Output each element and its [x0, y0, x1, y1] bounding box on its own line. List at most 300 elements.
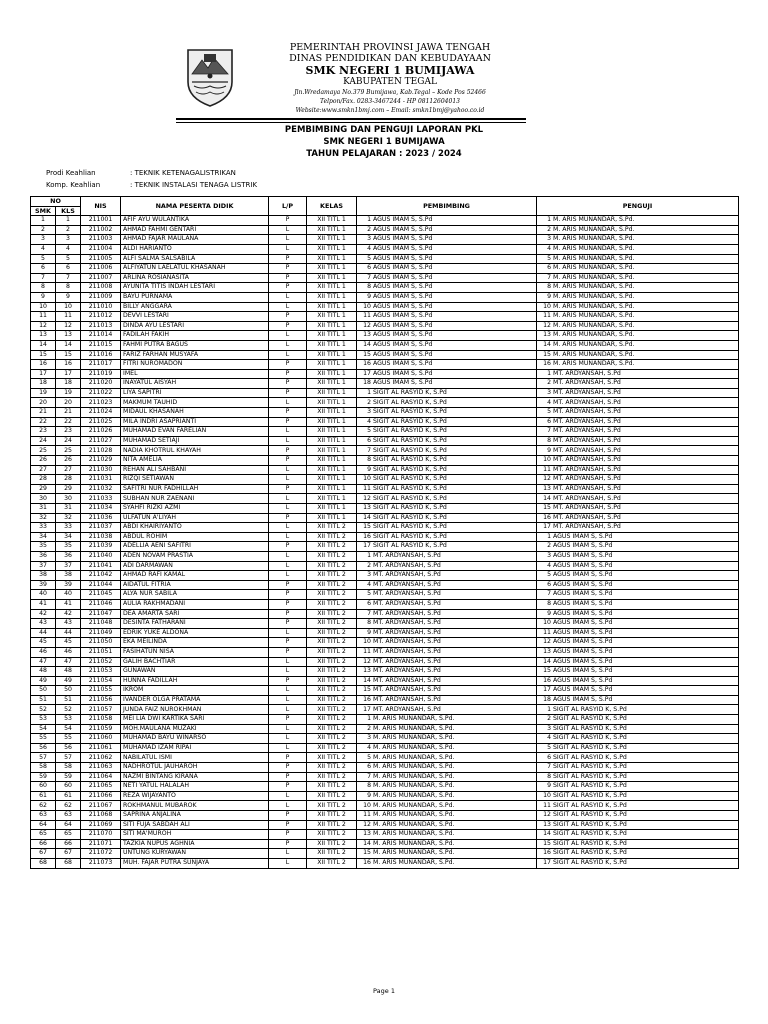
cell-smk-no: 55 [31, 734, 56, 744]
penguji-number: 4 [547, 398, 551, 406]
cell-nis: 211045 [81, 590, 121, 600]
cell-gender: P [269, 408, 307, 418]
penguji-number: 12 [543, 321, 551, 329]
penguji-teacher: SIGIT AL RASYID K, S.Pd [553, 705, 627, 713]
cell-gender: L [269, 523, 307, 533]
table-row [31, 532, 739, 542]
cell-nis: 211026 [81, 427, 121, 437]
cell-smk-no: 62 [31, 801, 56, 811]
cell-student-name: ALYA NUR SABILA [121, 590, 269, 600]
cell-penguji [537, 504, 739, 514]
pembimbing-number: 13 [363, 331, 371, 339]
pembimbing-number: 4 [367, 417, 371, 425]
pembimbing-teacher: M. ARIS MUNANDAR, S.Pd. [373, 791, 455, 799]
penguji-teacher: MT. ARDYANSAH, S.Pd [553, 484, 621, 492]
cell-kls-no: 50 [56, 686, 81, 696]
cell-kls-no: 49 [56, 676, 81, 686]
cell-gender: P [269, 647, 307, 657]
penguji-teacher: SIGIT AL RASYID K, S.Pd [553, 734, 627, 742]
cell-smk-no: 19 [31, 388, 56, 398]
cell-gender: P [269, 456, 307, 466]
cell-gender: L [269, 532, 307, 542]
pembimbing-teacher: M. ARIS MUNANDAR, S.Pd. [373, 830, 455, 838]
pembimbing-number: 12 [363, 657, 371, 665]
cell-pembimbing [357, 628, 537, 638]
cell-pembimbing [357, 216, 537, 226]
penguji-number: 5 [547, 571, 551, 579]
cell-class: XII TITL 2 [307, 532, 357, 542]
header-no: NO [31, 197, 81, 207]
penguji-teacher: AGUS IMAM S, S.Pd [553, 667, 613, 675]
cell-class: XII TITL 2 [307, 599, 357, 609]
cell-gender: L [269, 465, 307, 475]
cell-gender: P [269, 782, 307, 792]
cell-smk-no: 33 [31, 523, 56, 533]
penguji-number: 10 [543, 302, 551, 310]
table-row [31, 753, 739, 763]
cell-penguji [537, 619, 739, 629]
pembimbing-number: 9 [367, 791, 371, 799]
cell-kls-no: 34 [56, 532, 81, 542]
table-row [31, 504, 739, 514]
cell-pembimbing [357, 839, 537, 849]
cell-penguji [537, 551, 739, 561]
penguji-teacher: SIGIT AL RASYID K, S.Pd [553, 849, 627, 857]
penguji-teacher: AGUS IMAM S, S.Pd [553, 542, 613, 550]
penguji-number: 8 [547, 283, 551, 291]
cell-nis: 211004 [81, 244, 121, 254]
table-row [31, 763, 739, 773]
cell-penguji [537, 417, 739, 427]
pembimbing-teacher: SIGIT AL RASYID K, S.Pd [373, 532, 447, 540]
penguji-number: 7 [547, 590, 551, 598]
pembimbing-teacher: MT. ARDYANSAH, S.Pd [373, 552, 441, 560]
cell-pembimbing [357, 398, 537, 408]
table-row [31, 657, 739, 667]
cell-smk-no: 28 [31, 475, 56, 485]
cell-nis: 211037 [81, 523, 121, 533]
table-row [31, 638, 739, 648]
penguji-number: 3 [547, 388, 551, 396]
cell-gender: L [269, 561, 307, 571]
penguji-number: 5 [547, 254, 551, 262]
table-row [31, 811, 739, 821]
pembimbing-number: 6 [367, 264, 371, 272]
cell-nis: 211034 [81, 504, 121, 514]
cell-gender: L [269, 225, 307, 235]
cell-pembimbing [357, 408, 537, 418]
cell-student-name: ABDUL ROHIM [121, 532, 269, 542]
cell-kls-no: 30 [56, 494, 81, 504]
cell-gender: L [269, 705, 307, 715]
penguji-number: 9 [547, 446, 551, 454]
cell-class: XII TITL 2 [307, 609, 357, 619]
pembimbing-number: 13 [363, 504, 371, 512]
cell-student-name: MUHAMAD SETIAJI [121, 436, 269, 446]
cell-pembimbing [357, 676, 537, 686]
pembimbing-number: 14 [363, 341, 371, 348]
cell-student-name: AYUNITA TITIS INDAH LESTARI [121, 283, 269, 293]
cell-gender: P [269, 283, 307, 293]
cell-kls-no: 55 [56, 734, 81, 744]
cell-class: XII TITL 2 [307, 523, 357, 533]
cell-penguji [537, 599, 739, 609]
penguji-number: 14 [543, 657, 551, 665]
cell-student-name: MAKMUM TAUHID [121, 398, 269, 408]
cell-nis: 211042 [81, 571, 121, 581]
pembimbing-teacher: SIGIT AL RASYID K, S.Pd [373, 408, 447, 416]
cell-student-name: MOH.MAULANA MUZAKI [121, 724, 269, 734]
cell-smk-no: 64 [31, 820, 56, 830]
pembimbing-teacher: SIGIT AL RASYID K, S.Pd [373, 465, 447, 473]
cell-gender: L [269, 235, 307, 245]
title-line3: TAHUN PELAJARAN : 2023 / 2024 [306, 149, 462, 159]
penguji-teacher: MT. ARDYANSAH, S.Pd [553, 427, 621, 435]
penguji-number: 6 [547, 753, 551, 761]
cell-nis: 211072 [81, 849, 121, 859]
cell-kls-no: 28 [56, 475, 81, 485]
cell-kls-no: 27 [56, 465, 81, 475]
pembimbing-number: 3 [367, 571, 371, 579]
table-row [31, 571, 739, 581]
cell-nis: 211017 [81, 360, 121, 370]
penguji-number: 17 [543, 523, 551, 531]
cell-smk-no: 24 [31, 436, 56, 446]
cell-student-name: SITI FUJA SABDAH ALI [121, 820, 269, 830]
cell-kls-no: 43 [56, 619, 81, 629]
cell-penguji [537, 254, 739, 264]
cell-class: XII TITL 2 [307, 686, 357, 696]
cell-penguji [537, 340, 739, 350]
pembimbing-teacher: AGUS IMAM S, S.Pd [373, 273, 433, 281]
cell-penguji [537, 849, 739, 859]
cell-penguji [537, 465, 739, 475]
cell-nis: 211056 [81, 695, 121, 705]
table-row [31, 676, 739, 686]
cell-kls-no: 33 [56, 523, 81, 533]
cell-pembimbing [357, 724, 537, 734]
cell-pembimbing [357, 494, 537, 504]
cell-smk-no: 40 [31, 590, 56, 600]
pembimbing-teacher: AGUS IMAM S, S.Pd [373, 235, 433, 243]
pembimbing-number: 10 [363, 475, 371, 483]
cell-pembimbing [357, 225, 537, 235]
cell-kls-no: 2 [56, 225, 81, 235]
table-row [31, 801, 739, 811]
penguji-number: 16 [543, 849, 551, 857]
penguji-teacher: M. ARIS MUNANDAR, S.Pd. [553, 216, 635, 224]
pembimbing-number: 6 [367, 436, 371, 444]
cell-class: XII TITL 2 [307, 753, 357, 763]
cell-nis: 211036 [81, 513, 121, 523]
table-row [31, 599, 739, 609]
table-row [31, 292, 739, 302]
program-info [46, 167, 257, 191]
cell-student-name: DINDA AYU LESTARI [121, 321, 269, 331]
pembimbing-teacher: AGUS IMAM S, S.Pd [373, 379, 433, 387]
cell-gender: L [269, 686, 307, 696]
cell-class: XII TITL 1 [307, 292, 357, 302]
penguji-teacher: MT. ARDYANSAH, S.Pd [553, 475, 621, 483]
cell-nis: 211015 [81, 340, 121, 350]
pembimbing-teacher: MT. ARDYANSAH, S.Pd [373, 580, 441, 588]
penguji-teacher: AGUS IMAM S, S.Pd [553, 695, 613, 703]
pembimbing-number: 10 [363, 801, 371, 809]
cell-class: XII TITL 1 [307, 436, 357, 446]
table-row [31, 235, 739, 245]
pembimbing-number: 11 [363, 648, 371, 655]
cell-kls-no: 9 [56, 292, 81, 302]
cell-pembimbing [357, 811, 537, 821]
cell-class: XII TITL 2 [307, 571, 357, 581]
pembimbing-teacher: M. ARIS MUNANDAR, S.Pd. [373, 743, 455, 751]
pembimbing-teacher: M. ARIS MUNANDAR, S.Pd. [373, 811, 455, 819]
penguji-teacher: SIGIT AL RASYID K, S.Pd [553, 715, 627, 723]
penguji-teacher: AGUS IMAM S, S.Pd [553, 552, 613, 560]
pembimbing-number: 16 [363, 859, 371, 867]
cell-nis: 211040 [81, 551, 121, 561]
cell-class: XII TITL 2 [307, 628, 357, 638]
cell-penguji [537, 590, 739, 600]
cell-class: XII TITL 2 [307, 542, 357, 552]
table-row [31, 513, 739, 523]
cell-pembimbing [357, 273, 537, 283]
cell-student-name: FASIHATUN NISA [121, 647, 269, 657]
cell-kls-no: 10 [56, 302, 81, 312]
cell-kls-no: 31 [56, 504, 81, 514]
cell-penguji [537, 801, 739, 811]
cell-nis: 211025 [81, 417, 121, 427]
cell-pembimbing [357, 456, 537, 466]
cell-kls-no: 58 [56, 763, 81, 773]
pembimbing-teacher: MT. ARDYANSAH, S.Pd [373, 619, 441, 627]
cell-kls-no: 29 [56, 484, 81, 494]
cell-penguji [537, 331, 739, 341]
pembimbing-teacher: MT. ARDYANSAH, S.Pd [373, 648, 441, 655]
table-row [31, 475, 739, 485]
cell-pembimbing [357, 523, 537, 533]
cell-nis: 211030 [81, 465, 121, 475]
cell-student-name: MEI LIA DWI KARTIKA SARI [121, 715, 269, 725]
cell-student-name: ARLINA ROSIANASITA [121, 273, 269, 283]
cell-student-name: ALDI HARIANTO [121, 244, 269, 254]
pembimbing-number: 4 [367, 245, 371, 253]
cell-kls-no: 45 [56, 638, 81, 648]
penguji-teacher: M. ARIS MUNANDAR, S.Pd. [553, 273, 635, 281]
cell-penguji [537, 724, 739, 734]
cell-nis: 211027 [81, 436, 121, 446]
cell-student-name: IKROM [121, 686, 269, 696]
cell-nis: 211057 [81, 705, 121, 715]
cell-gender: P [269, 609, 307, 619]
cell-smk-no: 22 [31, 417, 56, 427]
cell-gender: L [269, 427, 307, 437]
komp-value: : TEKNIK INSTALASI TENAGA LISTRIK [130, 181, 258, 189]
cell-student-name: NITA AMELIA [121, 456, 269, 466]
cell-class: XII TITL 2 [307, 820, 357, 830]
cell-kls-no: 32 [56, 513, 81, 523]
cell-student-name: MIDAUL KHASANAH [121, 408, 269, 418]
table-row [31, 772, 739, 782]
cell-gender: L [269, 350, 307, 360]
cell-class: XII TITL 1 [307, 244, 357, 254]
cell-student-name: AHMAD FAHMI GENTARI [121, 225, 269, 235]
cell-student-name: DEA AMARTA SARI [121, 609, 269, 619]
penguji-teacher: MT. ARDYANSAH, S.Pd [553, 369, 621, 377]
pembimbing-teacher: AGUS IMAM S, S.Pd [373, 302, 433, 310]
prodi-label: Prodi Keahlian [46, 169, 96, 177]
cell-kls-no: 52 [56, 705, 81, 715]
pembimbing-number: 11 [363, 484, 371, 492]
penguji-teacher: SIGIT AL RASYID K, S.Pd [553, 801, 627, 809]
cell-kls-no: 1 [56, 216, 81, 226]
cell-penguji [537, 638, 739, 648]
cell-student-name: SITI MA'MUROH [121, 830, 269, 840]
cell-kls-no: 13 [56, 331, 81, 341]
cell-pembimbing [357, 695, 537, 705]
cell-smk-no: 15 [31, 350, 56, 360]
cell-kls-no: 57 [56, 753, 81, 763]
cell-nis: 211059 [81, 724, 121, 734]
table-row [31, 360, 739, 370]
penguji-number: 17 [543, 686, 551, 694]
cell-class: XII TITL 2 [307, 561, 357, 571]
cell-nis: 211008 [81, 283, 121, 293]
letterhead-line1: PEMERINTAH PROVINSI JAWA TENGAH [289, 42, 491, 53]
cell-kls-no: 62 [56, 801, 81, 811]
cell-kls-no: 36 [56, 551, 81, 561]
table-row [31, 628, 739, 638]
cell-kls-no: 41 [56, 599, 81, 609]
penguji-teacher: M. ARIS MUNANDAR, S.Pd. [553, 331, 635, 339]
penguji-number: 8 [547, 600, 551, 608]
pembimbing-teacher: AGUS IMAM S, S.Pd [373, 321, 433, 329]
pembimbing-number: 13 [363, 667, 371, 675]
penguji-teacher: MT. ARDYANSAH, S.Pd [553, 504, 621, 512]
cell-penguji [537, 475, 739, 485]
penguji-number: 1 [547, 705, 551, 713]
cell-penguji [537, 446, 739, 456]
penguji-number: 13 [543, 331, 551, 339]
penguji-teacher: M. ARIS MUNANDAR, S.Pd. [553, 225, 635, 233]
table-row [31, 743, 739, 753]
penguji-teacher: M. ARIS MUNANDAR, S.Pd. [553, 293, 635, 301]
pembimbing-teacher: SIGIT AL RASYID K, S.Pd [373, 523, 447, 531]
cell-student-name: BAYU PURNAMA [121, 292, 269, 302]
table-row [31, 705, 739, 715]
cell-smk-no: 8 [31, 283, 56, 293]
cell-nis: 211009 [81, 292, 121, 302]
penguji-teacher: MT. ARDYANSAH, S.Pd [553, 446, 621, 454]
cell-kls-no: 53 [56, 715, 81, 725]
cell-pembimbing [357, 292, 537, 302]
pembimbing-number: 1 [367, 388, 371, 396]
cell-pembimbing [357, 686, 537, 696]
cell-smk-no: 2 [31, 225, 56, 235]
penguji-number: 1 [547, 369, 551, 377]
cell-penguji [537, 513, 739, 523]
penguji-number: 18 [543, 695, 551, 703]
cell-class: XII TITL 2 [307, 782, 357, 792]
cell-student-name: DESINTA FATHARANI [121, 619, 269, 629]
cell-nis: 211033 [81, 494, 121, 504]
pembimbing-teacher: SIGIT AL RASYID K, S.Pd [373, 513, 447, 521]
pembimbing-number: 3 [367, 235, 371, 243]
penguji-number: 7 [547, 273, 551, 281]
cell-class: XII TITL 1 [307, 388, 357, 398]
pembimbing-teacher: M. ARIS MUNANDAR, S.Pd. [373, 734, 455, 742]
cell-nis: 211065 [81, 782, 121, 792]
cell-class: XII TITL 1 [307, 408, 357, 418]
pembimbing-teacher: M. ARIS MUNANDAR, S.Pd. [373, 849, 455, 857]
cell-penguji [537, 292, 739, 302]
penguji-teacher: M. ARIS MUNANDAR, S.Pd. [553, 321, 635, 329]
penguji-teacher: SIGIT AL RASYID K, S.Pd [553, 772, 627, 780]
cell-kls-no: 47 [56, 657, 81, 667]
header-penguji: PENGUJI [537, 197, 739, 216]
penguji-teacher: MT. ARDYANSAH, S.Pd [553, 465, 621, 473]
cell-penguji [537, 628, 739, 638]
title-line2: SMK NEGERI 1 BUMIJAWA [323, 137, 445, 147]
cell-penguji [537, 676, 739, 686]
cell-smk-no: 38 [31, 571, 56, 581]
penguji-teacher: SIGIT AL RASYID K, S.Pd [553, 839, 627, 847]
table-row [31, 398, 739, 408]
table-row [31, 264, 739, 274]
cell-kls-no: 19 [56, 388, 81, 398]
penguji-number: 4 [547, 245, 551, 253]
cell-smk-no: 35 [31, 542, 56, 552]
cell-penguji [537, 302, 739, 312]
pembimbing-number: 5 [367, 590, 371, 598]
cell-pembimbing [357, 254, 537, 264]
cell-kls-no: 14 [56, 340, 81, 350]
cell-student-name: ROKHMANUL MUBAROK [121, 801, 269, 811]
cell-smk-no: 36 [31, 551, 56, 561]
pembimbing-teacher: MT. ARDYANSAH, S.Pd [373, 676, 441, 684]
penguji-teacher: SIGIT AL RASYID K, S.Pd [553, 743, 627, 751]
pembimbing-teacher: M. ARIS MUNANDAR, S.Pd. [373, 763, 455, 771]
cell-gender: P [269, 763, 307, 773]
table-row [31, 408, 739, 418]
cell-student-name: AULIA RAKHMADANI [121, 599, 269, 609]
penguji-number: 6 [547, 417, 551, 425]
pembimbing-number: 7 [367, 772, 371, 780]
penguji-teacher: AGUS IMAM S, S.Pd [553, 532, 613, 540]
cell-gender: L [269, 849, 307, 859]
penguji-teacher: AGUS IMAM S, S.Pd [553, 609, 613, 617]
cell-class: XII TITL 2 [307, 830, 357, 840]
cell-class: XII TITL 1 [307, 235, 357, 245]
pembimbing-teacher: M. ARIS MUNANDAR, S.Pd. [373, 782, 455, 790]
cell-kls-no: 46 [56, 647, 81, 657]
pembimbing-number: 10 [363, 302, 371, 310]
cell-class: XII TITL 1 [307, 360, 357, 370]
penguji-number: 12 [543, 475, 551, 483]
cell-nis: 211016 [81, 350, 121, 360]
cell-pembimbing [357, 782, 537, 792]
header-smk: SMK [31, 206, 56, 216]
table-row [31, 244, 739, 254]
penguji-teacher: AGUS IMAM S, S.Pd [553, 648, 613, 655]
cell-kls-no: 18 [56, 379, 81, 389]
penguji-teacher: AGUS IMAM S, S.Pd [553, 600, 613, 608]
cell-class: XII TITL 2 [307, 772, 357, 782]
penguji-number: 15 [543, 667, 551, 675]
letterhead [0, 38, 768, 116]
pembimbing-teacher: M. ARIS MUNANDAR, S.Pd. [373, 772, 455, 780]
cell-penguji [537, 494, 739, 504]
